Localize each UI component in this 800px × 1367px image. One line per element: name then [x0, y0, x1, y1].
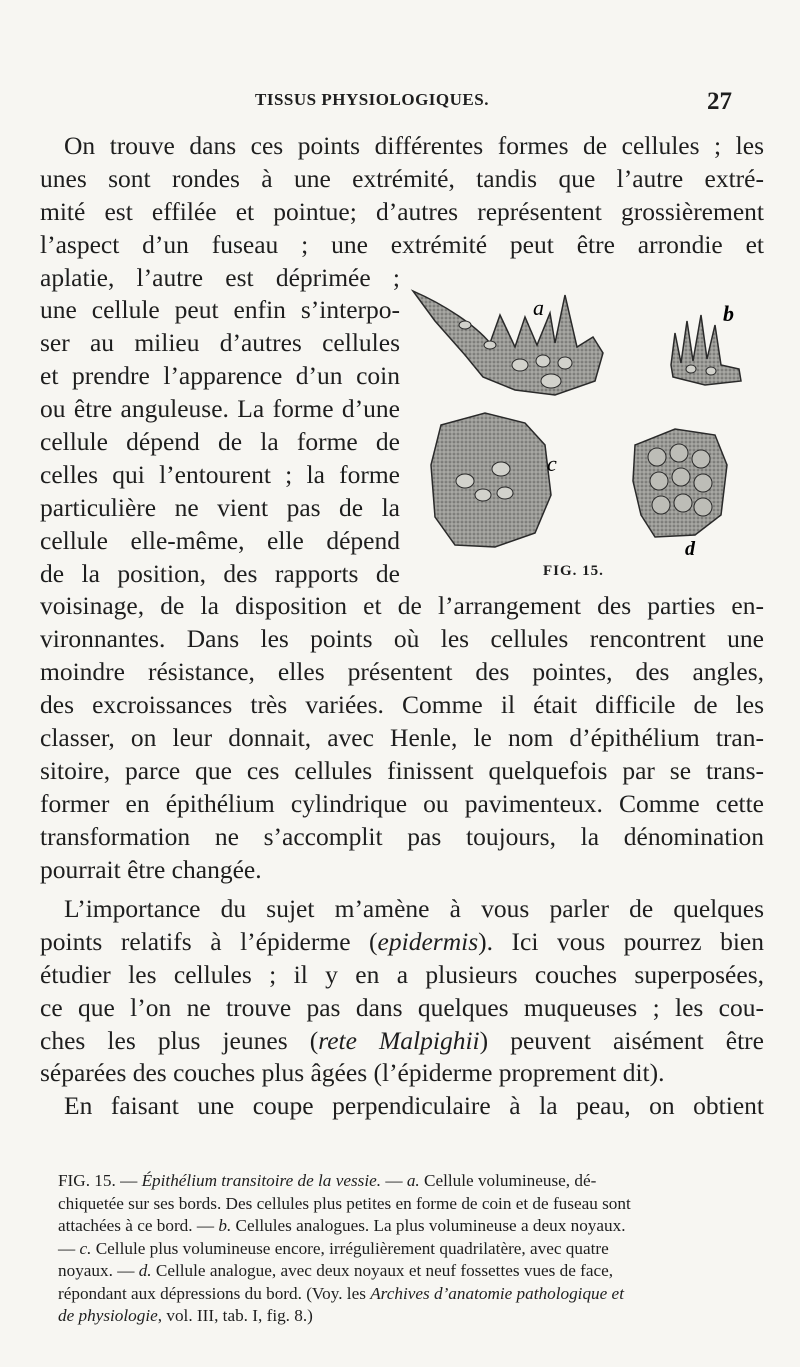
text-run: b. — [218, 1216, 232, 1235]
text-line: ce que l’on ne trouve pas dans quelques muqueuses ; les cou- — [40, 992, 764, 1022]
text-run: noyaux. — — [58, 1261, 139, 1280]
text-line: classer, on leur donnait, avec Henle, le nom d’épithélium tran- — [40, 723, 764, 753]
footnote-line — [58, 1283, 764, 1306]
footnote-line — [58, 1305, 764, 1328]
footnote-line — [58, 1215, 764, 1238]
text-line: ser au milieu d’autres cellules — [40, 328, 400, 358]
text-line — [40, 1025, 764, 1058]
page-number: 27 — [707, 88, 732, 115]
text-run: a. — [406, 1171, 420, 1190]
footnote-title: Épithélium transitoire de la vessie. — [141, 1171, 382, 1190]
text-run: attachées à ce bord. — — [58, 1216, 219, 1235]
text-line: cellule elle-même, elle dépend — [40, 525, 400, 555]
text-line: unes sont rondes à une extrémité, tandis que l’autre extré- — [40, 163, 764, 193]
footnote-line — [58, 1170, 764, 1193]
cell-a-drawing — [413, 291, 603, 395]
text-line: et prendre l’apparence d’un coin — [40, 361, 400, 391]
text-line: une cellule peut enfin s’interpo- — [40, 295, 400, 325]
figure-footnote — [58, 1170, 764, 1328]
text-line: ou être anguleuse. La forme d’une — [40, 394, 400, 424]
text-line: pourrait être changée. — [40, 854, 262, 884]
text-line: étudier les cellules ; il y en a plusieurs couches superposées, — [40, 959, 764, 989]
text-run: ches les plus jeunes ( — [40, 1025, 319, 1055]
label-a: a — [533, 295, 544, 320]
text-line: voisinage, de la disposition et de l’arrangement des parties en- — [40, 591, 764, 621]
text-run: Cellule volumineuse, dé- — [419, 1171, 597, 1190]
text-run: , vol. III, tab. I, fig. 8.) — [157, 1306, 313, 1325]
text-line: des excroissances très variées. Comme il était difficile de les — [40, 690, 764, 720]
figure-15 — [405, 285, 765, 595]
paragraph-2 — [40, 893, 764, 1123]
text-line: transformation ne s’accomplit pas toujours, la dénomination — [40, 821, 764, 851]
text-line: particulière ne vient pas de la — [40, 492, 400, 522]
text-run: Cellule plus volumineuse encore, irrégulièrement quadrilatère, avec quatre — [91, 1238, 609, 1258]
running-title: TISSUS PHYSIOLOGIQUES. — [255, 90, 489, 109]
text-run: — — [58, 1238, 80, 1258]
label-c: c — [547, 451, 557, 476]
text-run: de physiologie — [58, 1306, 158, 1325]
text-run: d. — [138, 1261, 152, 1280]
text-line: On trouve dans ces points différentes formes de cellules ; les — [64, 131, 764, 160]
text-line: de la position, des rapports de — [40, 558, 400, 588]
text-line: former en épithélium cylindrique ou pavimenteux. Comme cette — [40, 788, 764, 818]
label-b: b — [723, 301, 734, 326]
cell-d-drawing — [633, 429, 727, 537]
text-line: sitoire, parce que ces cellules finissent quelquefois par se trans- — [40, 755, 764, 785]
text-run: Archives d’anatomie pathologique et — [370, 1283, 624, 1303]
text-line: celles qui l’entourent ; la forme — [40, 459, 400, 489]
text-run: ) peuvent aisément être — [479, 1025, 764, 1055]
footnote-line: chiquetée sur ses bords. Des cellules plus petites en forme de coin et de fuseau sont — [58, 1193, 631, 1213]
text-line: cellule dépend de la forme de — [40, 427, 400, 457]
italic-term: epidermis — [377, 926, 479, 956]
text-run: — — [381, 1171, 407, 1190]
footnote-line — [58, 1260, 764, 1283]
figure-caption: FIG. 15. — [543, 563, 604, 579]
figure-15-illustration — [405, 285, 765, 585]
page-header — [0, 88, 800, 118]
text-line: vironnantes. Dans les points où les cellules rencontrent une — [40, 624, 764, 654]
text-run: Cellules analogues. La plus volumineuse a deux noyaux. — [231, 1216, 626, 1235]
text-line — [40, 926, 764, 959]
text-line: mité est effilée et pointue; d’autres représentent grossièrement — [40, 196, 764, 226]
text-line: l’aspect d’un fuseau ; une extrémité peut être arrondie et — [40, 229, 764, 259]
text-run: c. — [79, 1238, 92, 1258]
italic-term: rete Malpighii — [318, 1025, 480, 1055]
footnote-fig-ref: FIG. 15. — — [58, 1171, 138, 1190]
footnote-line — [58, 1238, 764, 1261]
text-line: L’importance du sujet m’amène à vous parler de quelques — [64, 894, 764, 923]
text-run: répondant aux dépressions du bord. (Voy. les — [58, 1283, 371, 1303]
text-line: aplatie, l’autre est déprimée ; — [40, 262, 400, 292]
text-line: moindre résistance, elles présentent des pointes, des angles, — [40, 657, 764, 687]
text-run: Cellule analogue, avec deux noyaux et neuf fossettes vues de face, — [151, 1261, 614, 1280]
text-run: ). Ici vous pourrez bien — [478, 926, 764, 956]
text-run: points relatifs à l’épiderme ( — [40, 926, 378, 956]
text-line: séparées des couches plus âgées (l’épiderme proprement dit). — [40, 1058, 665, 1088]
cell-c-drawing — [431, 413, 551, 547]
paragraph-3-line: En faisant une coupe perpendiculaire à la peau, on obtient — [64, 1091, 764, 1121]
label-d: d — [685, 538, 695, 560]
